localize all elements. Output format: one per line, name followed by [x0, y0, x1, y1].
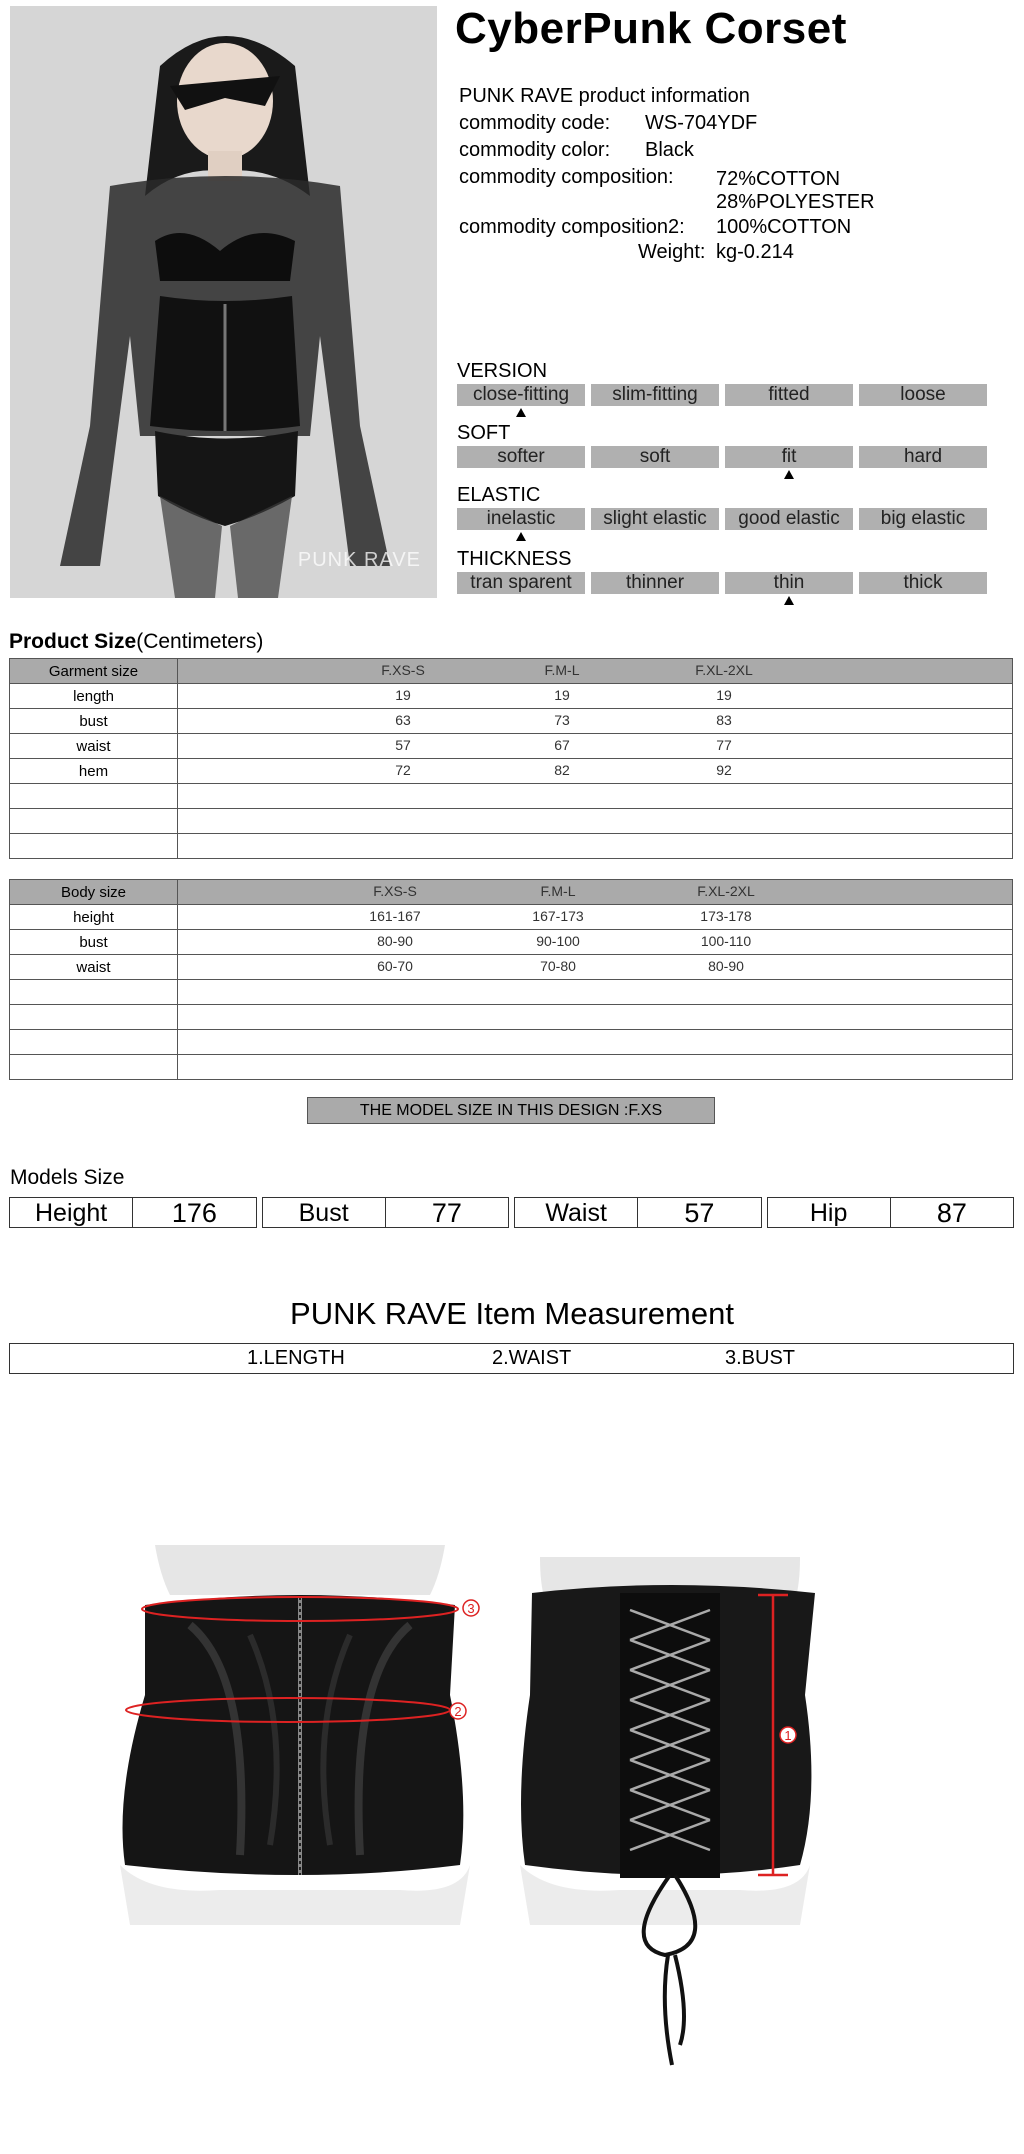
- row-label: waist: [10, 955, 178, 980]
- row-label: [10, 1030, 178, 1055]
- model-measure-value: 87: [936, 1198, 967, 1228]
- size-value: 63: [395, 712, 411, 728]
- size-value: 19: [716, 687, 732, 703]
- row-values: [178, 955, 1013, 980]
- scale-thickness: [457, 572, 987, 594]
- body-size-table: [9, 879, 1013, 1080]
- table-header-columns: [178, 880, 1013, 905]
- row-label: height: [10, 905, 178, 930]
- row-label: [10, 980, 178, 1005]
- measurement-item-length: 1.LENGTH: [247, 1347, 345, 1369]
- row-label: bust: [10, 709, 178, 734]
- watermark-text: PUNK RAVE: [297, 549, 421, 571]
- measurement-item-waist: 2.WAIST: [492, 1347, 572, 1369]
- size-column-header: F.M-L: [540, 883, 576, 899]
- row-label: waist: [10, 734, 178, 759]
- elastic-option: good elastic: [725, 508, 853, 530]
- composition2-label: commodity composition2:: [459, 216, 685, 238]
- model-measure-value: 77: [431, 1198, 462, 1228]
- row-values: [178, 734, 1013, 759]
- size-value: 173-178: [700, 908, 752, 924]
- table-row: [10, 834, 1013, 859]
- row-values: [178, 1005, 1013, 1030]
- measurement-title: PUNK RAVE Item Measurement: [290, 1296, 734, 1331]
- row-values: [178, 1030, 1013, 1055]
- attr-title-soft: SOFT: [457, 422, 511, 444]
- row-values: [178, 709, 1013, 734]
- size-value: 161-167: [369, 908, 421, 924]
- soft-option: hard: [859, 446, 987, 468]
- soft-option: softer: [457, 446, 585, 468]
- model-size-in-design: THE MODEL SIZE IN THIS DESIGN :F.XS: [307, 1097, 715, 1124]
- table-row: [10, 1005, 1013, 1030]
- weight-value: kg-0.214: [716, 241, 794, 263]
- attr-title-elastic: ELASTIC: [457, 484, 541, 506]
- table-row: [10, 734, 1013, 759]
- size-value: 73: [554, 712, 570, 728]
- size-value: 60-70: [377, 958, 413, 974]
- waist-marker-number: 2: [454, 1704, 462, 1719]
- models-size-heading: Models Size: [10, 1166, 125, 1189]
- row-values: [178, 834, 1013, 859]
- model-height-box: [9, 1197, 257, 1228]
- row-values: [178, 784, 1013, 809]
- row-values: [178, 684, 1013, 709]
- model-measure-label: Bust: [263, 1198, 386, 1227]
- product-size-title: Product Size: [9, 630, 137, 653]
- version-option: close-fitting: [457, 384, 585, 406]
- attr-title-version: VERSION: [457, 360, 548, 382]
- elastic-option: slight elastic: [591, 508, 719, 530]
- thickness-option: thin: [725, 572, 853, 594]
- table-row: [10, 980, 1013, 1005]
- composition2-value: 100%COTTON: [716, 216, 852, 238]
- version-option: fitted: [725, 384, 853, 406]
- size-value: 83: [716, 712, 732, 728]
- row-values: [178, 980, 1013, 1005]
- row-values: [178, 905, 1013, 930]
- product-size-unit: (Centimeters): [136, 630, 264, 653]
- size-value: 100-110: [700, 933, 752, 949]
- size-value: 19: [554, 687, 570, 703]
- model-measure-label: Hip: [768, 1198, 891, 1227]
- row-values: [178, 930, 1013, 955]
- elastic-option: big elastic: [859, 508, 987, 530]
- thickness-selected-marker: [784, 596, 794, 605]
- table-row: [10, 809, 1013, 834]
- row-label: [10, 1055, 178, 1080]
- row-values: [178, 809, 1013, 834]
- brand-info-line: PUNK RAVE product information: [459, 85, 750, 107]
- elastic-selected-marker: [516, 532, 526, 541]
- table-row: [10, 955, 1013, 980]
- table-header-columns: [178, 659, 1013, 684]
- size-value: 90-100: [536, 933, 580, 949]
- size-value: 82: [554, 762, 570, 778]
- row-label: bust: [10, 930, 178, 955]
- weight-label: Weight:: [638, 241, 706, 263]
- color-value: Black: [645, 139, 694, 161]
- product-size-heading: [9, 630, 263, 654]
- table-row: [10, 684, 1013, 709]
- table-row: [10, 784, 1013, 809]
- row-values: [178, 1055, 1013, 1080]
- thickness-option: thinner: [591, 572, 719, 594]
- product-title: CyberPunk Corset: [455, 4, 847, 53]
- soft-selected-marker: [784, 470, 794, 479]
- measurement-item-bust: 3.BUST: [725, 1347, 796, 1369]
- length-marker-number: 1: [784, 1728, 792, 1743]
- garment-size-table: [9, 658, 1013, 859]
- model-measure-label: Waist: [515, 1198, 638, 1227]
- row-label: length: [10, 684, 178, 709]
- table-row: [10, 1055, 1013, 1080]
- size-value: 80-90: [377, 933, 413, 949]
- version-option: loose: [859, 384, 987, 406]
- scale-elastic: [457, 508, 987, 530]
- size-value: 67: [554, 737, 570, 753]
- size-value: 57: [395, 737, 411, 753]
- version-selected-marker: [516, 408, 526, 417]
- size-column-header: F.XS-S: [373, 883, 417, 899]
- size-column-header: F.XL-2XL: [695, 662, 753, 678]
- composition-value-1: 72%COTTON: [716, 168, 841, 190]
- size-value: 72: [395, 762, 411, 778]
- row-label: [10, 1005, 178, 1030]
- product-photo: [10, 6, 437, 598]
- table-row: [10, 930, 1013, 955]
- model-bust-box: [262, 1197, 510, 1228]
- scale-version: [457, 384, 987, 406]
- elastic-option: inelastic: [457, 508, 585, 530]
- soft-option: fit: [725, 446, 853, 468]
- model-measure-label: Height: [10, 1198, 133, 1227]
- size-column-header: F.XS-S: [381, 662, 425, 678]
- measurement-legend: [9, 1343, 1014, 1374]
- models-size-row: [9, 1197, 1014, 1228]
- size-value: 80-90: [708, 958, 744, 974]
- model-photo-illustration: [10, 6, 437, 598]
- thickness-option: thick: [859, 572, 987, 594]
- code-value: WS-704YDF: [645, 112, 758, 134]
- table-row: [10, 905, 1013, 930]
- model-measure-value: 176: [171, 1198, 217, 1228]
- row-values: [178, 759, 1013, 784]
- size-value: 92: [716, 762, 732, 778]
- table-header-label: Body size: [10, 880, 178, 905]
- size-value: 167-173: [532, 908, 584, 924]
- row-label: [10, 809, 178, 834]
- model-hip-box: [767, 1197, 1015, 1228]
- table-header-label: Garment size: [10, 659, 178, 684]
- bust-marker-number: 3: [467, 1601, 475, 1616]
- size-column-header: F.XL-2XL: [697, 883, 755, 899]
- size-value: 70-80: [540, 958, 576, 974]
- composition-label: commodity composition:: [459, 166, 674, 188]
- scale-soft: [457, 446, 987, 468]
- model-waist-box: [514, 1197, 762, 1228]
- size-value: 19: [395, 687, 411, 703]
- model-measure-value: 57: [684, 1198, 715, 1228]
- table-row: [10, 709, 1013, 734]
- size-value: 77: [716, 737, 732, 753]
- row-label: hem: [10, 759, 178, 784]
- table-row: [10, 759, 1013, 784]
- size-column-header: F.M-L: [544, 662, 580, 678]
- version-option: slim-fitting: [591, 384, 719, 406]
- attr-title-thickness: THICKNESS: [457, 548, 572, 570]
- soft-option: soft: [591, 446, 719, 468]
- composition-value-2: 28%POLYESTER: [716, 191, 875, 213]
- corset-diagram: [100, 1545, 930, 2085]
- row-label: [10, 834, 178, 859]
- corset-measurement-illustration: [100, 1545, 930, 2085]
- row-label: [10, 784, 178, 809]
- color-label: commodity color:: [459, 139, 611, 161]
- code-label: commodity code:: [459, 112, 611, 134]
- table-row: [10, 1030, 1013, 1055]
- thickness-option: tran sparent: [457, 572, 585, 594]
